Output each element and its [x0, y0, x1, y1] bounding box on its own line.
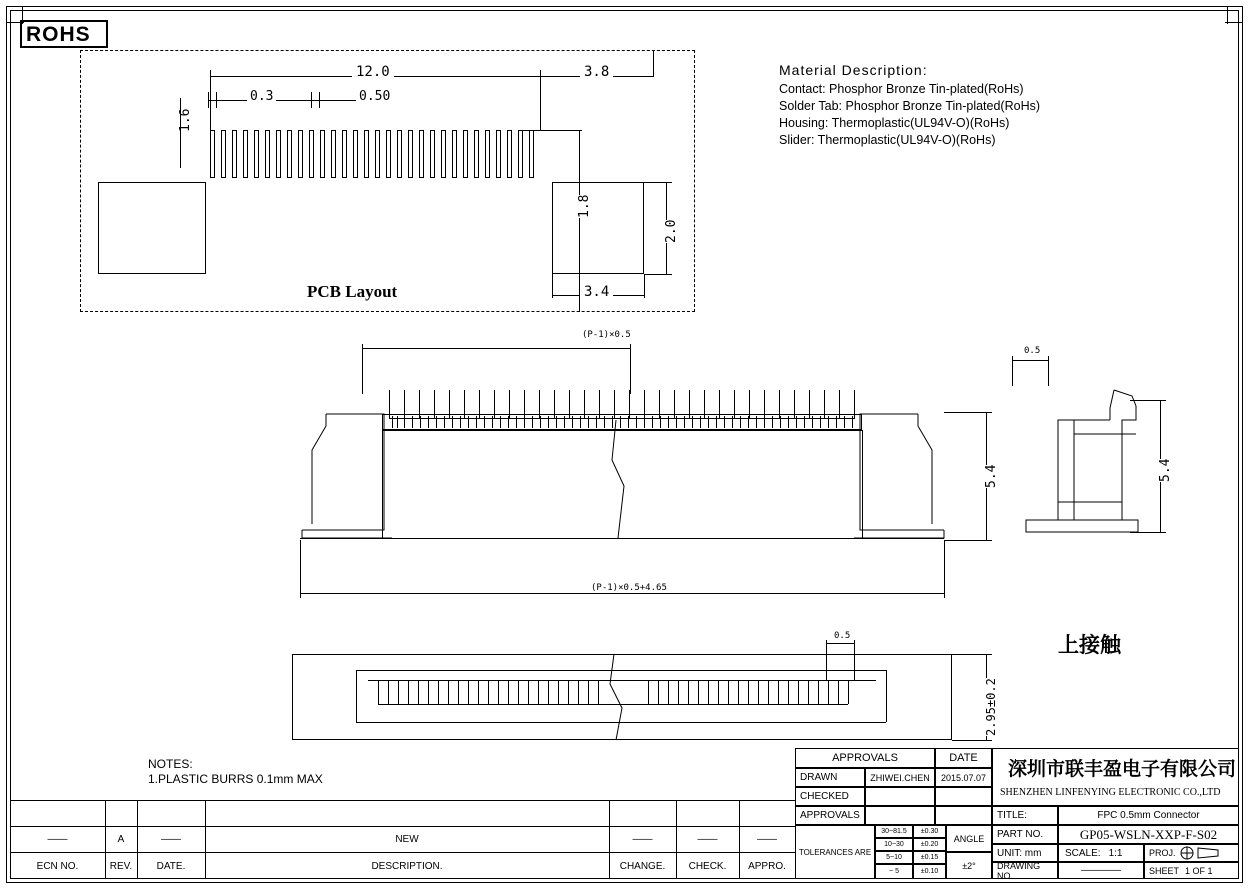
material-line-2: Housing: Thermoplastic(UL94V-O)(RoHs) [779, 116, 1010, 130]
checked-name [865, 787, 935, 806]
dim-18-ext [520, 130, 582, 131]
approvals-header: APPROVALS [795, 748, 935, 768]
dim-050-label: 0.50 [356, 89, 393, 104]
bottom-smalldim-ext-r [854, 640, 855, 680]
material-description [779, 62, 1041, 147]
rev-header-check: CHECK. [676, 852, 739, 879]
front-left-tab [300, 404, 392, 540]
drawn-label: DRAWN [795, 768, 865, 787]
material-heading: Material Description: [779, 62, 928, 78]
front-width-ext-l [300, 540, 301, 598]
tolerance-value-1: ±0.20 [913, 838, 946, 851]
approvals-label: APPROVALS [795, 806, 865, 825]
drawn-name: ZHIWEI.CHEN [865, 768, 935, 787]
approvals-date [935, 806, 992, 825]
dim-tick-d [319, 92, 320, 108]
front-topdim-line [362, 348, 630, 349]
unit-label: UNIT: mm [992, 844, 1058, 862]
pcb-pad-left [98, 182, 206, 274]
dim-tick-b [216, 92, 217, 108]
notes-item-0: 1.PLASTIC BURRS 0.1mm MAX [148, 772, 323, 786]
tolerance-value-3: ±0.10 [913, 864, 946, 879]
company-name-en: SHENZHEN LINFENYING ELECTRONIC CO.,LTD [1000, 787, 1221, 798]
drawing-no-label: DRAWING NO. [992, 862, 1058, 879]
pcb-layout-caption: PCB Layout [307, 282, 398, 301]
part-label: PART NO. [992, 825, 1058, 844]
front-height-ext-b [944, 540, 992, 541]
rev-header-description: DESCRIPTION. [205, 852, 609, 879]
tolerance-range-3: ~ 5 [875, 864, 913, 879]
tolerance-range-2: 5~10 [875, 851, 913, 864]
side-view [1014, 390, 1164, 555]
rev-row-date: —— [137, 826, 205, 852]
front-topdim-label: (P-1)×0.5 [582, 330, 631, 340]
sheet-cell [1144, 862, 1239, 879]
bottom-inner-left [356, 670, 357, 722]
company-name-cn: 深圳市联丰盈电子有限公司 [1008, 759, 1237, 780]
rev-header-rev: REV. [105, 852, 137, 879]
tolerance-range-0: 30~81.5 [875, 825, 913, 838]
date-header: DATE [935, 748, 992, 768]
dim-18-label: 1.8 [577, 194, 592, 218]
material-line-0: Contact: Phosphor Bronze Tin-plated(RoHs) [779, 82, 1024, 96]
rev-header-change: CHANGE. [609, 852, 676, 879]
dim-34-ext-r [644, 274, 645, 298]
bottom-thickness-ext-b [952, 740, 992, 741]
tolerance-range-1: 10~30 [875, 838, 913, 851]
title-label: TITLE: [992, 806, 1058, 825]
front-pitchdim-ext-r [1048, 356, 1049, 386]
front-topdim-ext-r [630, 344, 631, 394]
drawn-date: 2015.07.07 [935, 768, 992, 787]
front-height-ext-t [944, 412, 992, 413]
rohs-label: ROHS [26, 23, 91, 46]
tolerances-label: TOLERANCES ARE [795, 825, 875, 879]
front-topdim-ext-l [362, 344, 363, 394]
projection-label: PROJ. [1149, 848, 1176, 858]
dim-12-ext-r [540, 70, 541, 130]
front-width-label: (P-1)×0.5+4.65 [588, 583, 670, 593]
dim-16-label: 1.6 [178, 108, 193, 132]
dim-tick-a [208, 92, 209, 108]
front-height-label: 5.4 [984, 464, 999, 488]
dim-tick-c [311, 92, 312, 108]
dim-38-ext-r [653, 50, 654, 76]
front-pitchdim-ext-l [1012, 356, 1013, 386]
tolerance-value-0: ±0.30 [913, 825, 946, 838]
rev-row-check: —— [676, 826, 739, 852]
rev-header-appro: APPRO. [739, 852, 795, 879]
part-value: GP05-WSLN-XXP-F-S02 [1058, 825, 1239, 844]
rev-row-appro: —— [739, 826, 795, 852]
bottom-thickness-ext-t [952, 654, 992, 655]
dim-20-ext-b [644, 274, 672, 275]
front-width-ext-r [944, 540, 945, 598]
dim-20-label: 2.0 [664, 219, 679, 243]
angle-value: ±2° [946, 852, 992, 879]
dim-03-label: 0.3 [247, 89, 276, 104]
bottom-inner-right [886, 670, 887, 722]
dim-34-label: 3.4 [580, 284, 613, 300]
dim-20-ext-t [644, 182, 672, 183]
tolerance-value-2: ±0.15 [913, 851, 946, 864]
pcb-pad-right [552, 182, 644, 274]
front-pitchdim-line [1012, 360, 1048, 361]
title-value: FPC 0.5mm Connector [1058, 806, 1239, 825]
projection-cell [1144, 844, 1239, 862]
scale-value-text: 1:1 [1108, 847, 1123, 859]
dim-38-label: 3.8 [580, 64, 613, 80]
bottom-break-line [600, 654, 640, 744]
side-height-label: 5.4 [1158, 458, 1173, 482]
dim-34-ext-l [552, 274, 553, 298]
checked-date [935, 787, 992, 806]
dim-12-label: 12.0 [352, 64, 394, 80]
bottom-smalldim-line [826, 643, 854, 644]
rev-header-date: DATE. [137, 852, 205, 879]
bottom-smalldim-label: 0.5 [834, 631, 851, 641]
sheet-label: SHEET [1149, 865, 1180, 876]
rev-row-description: NEW [205, 826, 609, 852]
checked-label: CHECKED [795, 787, 865, 806]
contact-type-label: 上接触 [1058, 633, 1121, 657]
rev-row-ecn: —— [10, 826, 105, 852]
rev-header-ecn: ECN NO. [10, 852, 105, 879]
side-height-ext-b [1130, 532, 1166, 533]
scale-label-text: SCALE: [1065, 847, 1101, 859]
material-line-3: Slider: Thermoplastic(UL94V-O)(RoHs) [779, 133, 996, 147]
side-height-ext-t [1130, 400, 1166, 401]
bottom-thickness-label: 2.95±0.2 [984, 678, 998, 736]
bottom-smalldim-ext-l [826, 640, 827, 680]
sheet-value: 1 OF 1 [1185, 865, 1213, 876]
front-break-line [600, 420, 640, 542]
drawing-no-value: ———— [1058, 862, 1144, 879]
angle-label: ANGLE [946, 825, 992, 852]
material-line-1: Solder Tab: Phosphor Bronze Tin-plated(RoHs) [779, 99, 1041, 113]
front-width-dim-line [300, 593, 944, 594]
rev-row-change: —— [609, 826, 676, 852]
front-right-tab [852, 404, 948, 540]
front-pitchdim-label: 0.5 [1024, 346, 1041, 356]
notes-title: NOTES: [148, 757, 193, 771]
approvals-name [865, 806, 935, 825]
corner-tick-tr-v [1227, 6, 1228, 24]
scale-label [1058, 844, 1144, 862]
rev-row-rev: A [105, 826, 137, 852]
projection-symbol-icon [1178, 846, 1226, 860]
